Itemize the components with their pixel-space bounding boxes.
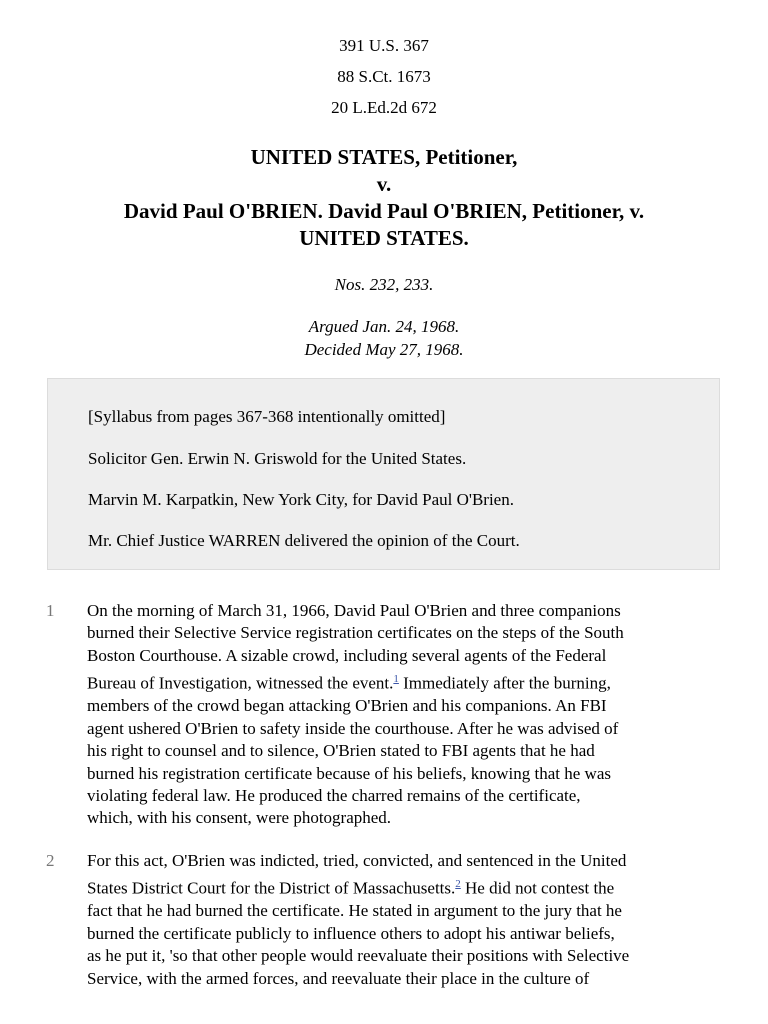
syllabus-box	[47, 378, 720, 570]
text-line: members of the crowd began attacking O'Brien and his companions. An FBI	[87, 696, 607, 716]
title-line: UNITED STATES.	[299, 226, 469, 250]
text-segment: Immediately after the burning,	[398, 673, 611, 693]
text-line: which, with his consent, were photographed.	[87, 808, 392, 828]
footnote-link[interactable]: 1	[393, 673, 399, 686]
title-line: David Paul O'BRIEN. David Paul O'BRIEN, Petitioner, v.	[123, 199, 645, 223]
case-dates	[0, 315, 768, 361]
argued-date: Argued Jan. 24, 1968.	[308, 317, 460, 336]
counsel-petitioner: Solicitor Gen. Erwin N. Griswold for the United States.	[88, 449, 467, 468]
title-line: v.	[376, 172, 392, 196]
text-line: Service, with the armed forces, and reevaluate their place in the culture of	[87, 968, 590, 988]
citations	[0, 34, 768, 127]
text-line-with-footnote	[87, 667, 727, 695]
citation-us: 391 U.S. 367	[339, 36, 429, 55]
paragraph-number: 2	[46, 851, 55, 870]
case-title	[40, 144, 728, 252]
text-line: his right to counsel and to silence, O'Brien stated to FBI agents that he had	[87, 741, 595, 761]
syllabus-note: [Syllabus from pages 367-368 intentionally omitted]	[88, 407, 446, 426]
citation-sct: 88 S.Ct. 1673	[337, 67, 431, 86]
text-line: agent ushered O'Brien to safety inside the courthouse. After he was advised of	[87, 718, 619, 738]
text-line: burned their Selective Service registration certificates on the steps of the South	[87, 623, 624, 643]
docket-numbers: Nos. 232, 233.	[334, 275, 434, 294]
text-line: as he put it, 'so that other people would reevaluate their positions with Selective	[87, 946, 630, 966]
text-line-with-footnote	[87, 872, 727, 900]
text-line: violating federal law. He produced the charred remains of the certificate,	[87, 785, 581, 805]
counsel-respondent: Marvin M. Karpatkin, New York City, for David Paul O'Brien.	[88, 490, 514, 509]
footnote-link[interactable]: 2	[455, 878, 461, 891]
decided-date: Decided May 27, 1968.	[304, 340, 464, 359]
text-segment: He did not contest the	[460, 879, 615, 899]
text-line: Boston Courthouse. A sizable crowd, including several agents of the Federal	[87, 645, 607, 665]
opinion-author: Mr. Chief Justice WARREN delivered the opinion of the Court.	[88, 531, 520, 550]
text-segment: States District Court for the District of Massachusetts.	[87, 879, 456, 899]
paragraph-text	[87, 850, 727, 990]
text-line: On the morning of March 31, 1966, David Paul O'Brien and three companions	[87, 601, 621, 620]
text-segment: Bureau of Investigation, witnessed the event.	[87, 673, 394, 693]
text-line: burned the certificate publicly to influence others to adopt his antiwar beliefs,	[87, 923, 615, 943]
title-line: UNITED STATES, Petitioner,	[250, 145, 518, 169]
text-line: fact that he had burned the certificate. He stated in argument to the jury that he	[87, 901, 622, 921]
text-line: burned his registration certificate because of his beliefs, knowing that he was	[87, 763, 611, 783]
paragraph-text	[87, 600, 727, 830]
paragraph-number: 1	[46, 601, 55, 620]
text-line: For this act, O'Brien was indicted, tried, convicted, and sentenced in the United	[87, 851, 627, 870]
citation-led: 20 L.Ed.2d 672	[331, 98, 437, 117]
